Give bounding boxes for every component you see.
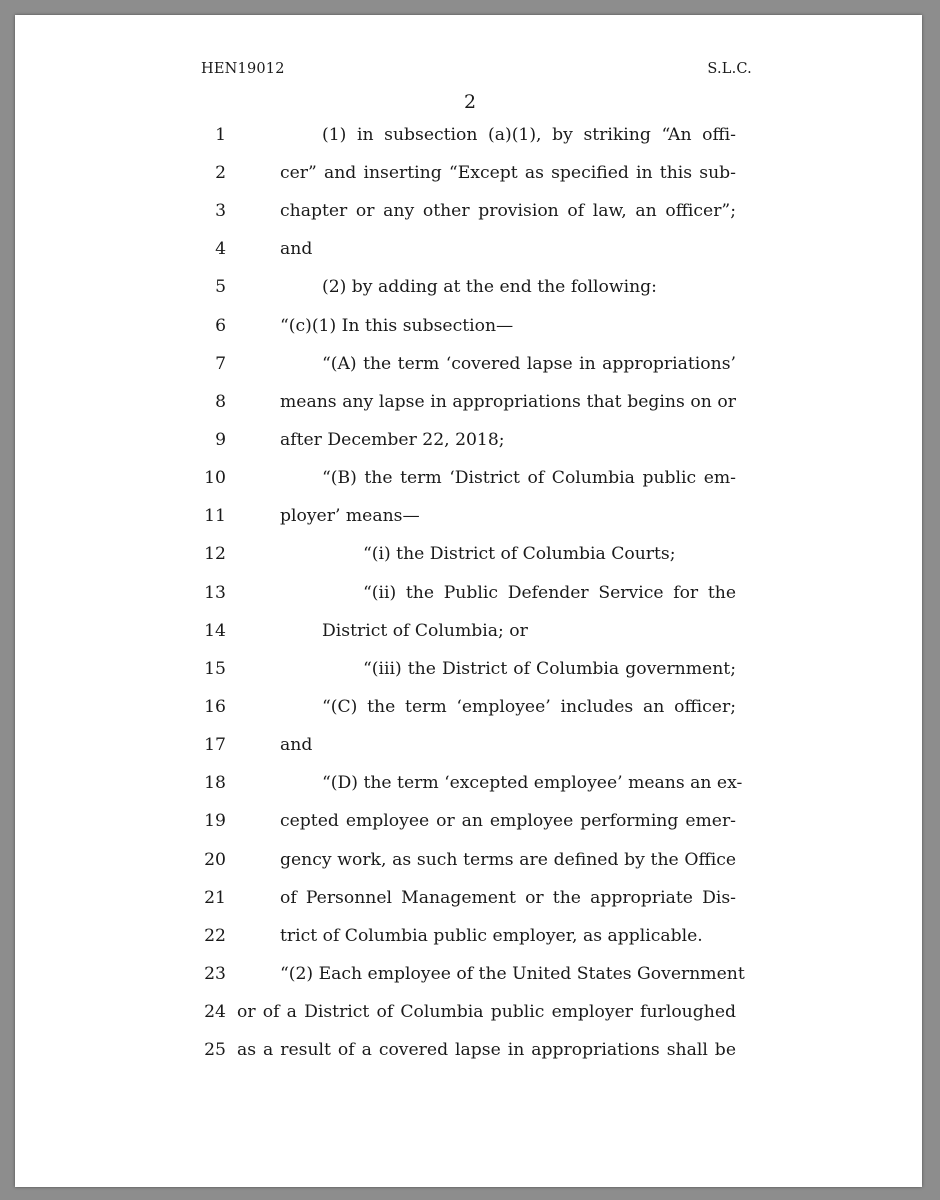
line-text: “(ii) the Public Defender Service for the (363, 583, 736, 603)
line-text: means any lapse in appropriations that begins on or (280, 392, 736, 412)
line-text: (1) in subsection (a)(1), by striking “An offi- (322, 125, 736, 145)
line-number: 3 (215, 201, 226, 221)
text-line (15, 692, 922, 722)
text-line (15, 959, 922, 989)
text-line (15, 578, 922, 608)
line-text: gency work, as such terms are defined by the Office (280, 850, 736, 870)
line-number: 1 (215, 125, 226, 145)
text-line (15, 768, 922, 798)
line-text: cer” and inserting “Except as specified in this sub- (280, 163, 736, 183)
line-text: and (280, 239, 313, 259)
text-line (15, 349, 922, 379)
line-text: “(D) the term ‘excepted employee’ means an ex- (322, 773, 743, 793)
text-line (15, 845, 922, 875)
line-number: 8 (215, 392, 226, 412)
line-text: “(A) the term ‘covered lapse in appropriations’ (322, 354, 736, 374)
line-number: 5 (215, 277, 226, 297)
line-text: “(2) Each employee of the United States Government (280, 964, 745, 984)
text-line (15, 120, 922, 150)
line-number: 2 (215, 163, 226, 183)
line-number: 9 (215, 430, 226, 450)
line-number: 10 (204, 468, 226, 488)
document-id: HEN19012 (201, 61, 285, 77)
line-text: cepted employee or an employee performing emer- (280, 811, 736, 831)
line-text: after December 22, 2018; (280, 430, 505, 450)
line-number: 25 (204, 1040, 226, 1060)
line-number: 16 (204, 697, 226, 717)
text-line (15, 463, 922, 493)
line-text: “(c)(1) In this subsection— (280, 316, 514, 336)
text-line (15, 1035, 922, 1065)
text-line (15, 425, 922, 455)
line-number: 19 (204, 811, 226, 831)
line-number: 15 (204, 659, 226, 679)
text-line (15, 539, 922, 569)
line-number: 7 (215, 354, 226, 374)
text-line (15, 234, 922, 264)
text-line (15, 616, 922, 646)
text-line (15, 196, 922, 226)
line-text: of Personnel Management or the appropriate Dis- (280, 888, 736, 908)
line-text: ployer’ means— (280, 506, 420, 526)
text-line (15, 730, 922, 760)
page-number: 2 (463, 91, 477, 113)
line-number: 23 (204, 964, 226, 984)
line-number: 6 (215, 316, 226, 336)
line-number: 4 (215, 239, 226, 259)
text-line (15, 654, 922, 684)
line-text: as a result of a covered lapse in appropriations shall be (237, 1040, 736, 1060)
line-number: 24 (204, 1002, 226, 1022)
line-number: 17 (204, 735, 226, 755)
line-number: 21 (204, 888, 226, 908)
line-number: 12 (204, 544, 226, 564)
line-text: chapter or any other provision of law, an officer”; (280, 201, 736, 221)
line-number: 22 (204, 926, 226, 946)
text-line (15, 158, 922, 188)
line-number: 18 (204, 773, 226, 793)
line-text: or of a District of Columbia public employer furloughed (237, 1002, 736, 1022)
line-text: and (280, 735, 313, 755)
text-line (15, 501, 922, 531)
document-page (15, 15, 922, 1187)
line-text: “(C) the term ‘employee’ includes an officer; (322, 697, 736, 717)
document-code: S.L.C. (707, 61, 752, 77)
line-number: 13 (204, 583, 226, 603)
text-line (15, 806, 922, 836)
line-text: District of Columbia; or (322, 621, 528, 641)
text-line (15, 311, 922, 341)
line-text: (2) by adding at the end the following: (322, 277, 657, 297)
line-text: “(B) the term ‘District of Columbia public em- (322, 468, 736, 488)
line-number: 11 (204, 506, 226, 526)
text-line (15, 387, 922, 417)
line-text: “(iii) the District of Columbia government; (363, 659, 736, 679)
line-text: “(i) the District of Columbia Courts; (363, 544, 676, 564)
text-line (15, 997, 922, 1027)
line-number: 20 (204, 850, 226, 870)
line-text: trict of Columbia public employer, as applicable. (280, 926, 703, 946)
text-line (15, 883, 922, 913)
line-number: 14 (204, 621, 226, 641)
text-line (15, 272, 922, 302)
text-line (15, 921, 922, 951)
